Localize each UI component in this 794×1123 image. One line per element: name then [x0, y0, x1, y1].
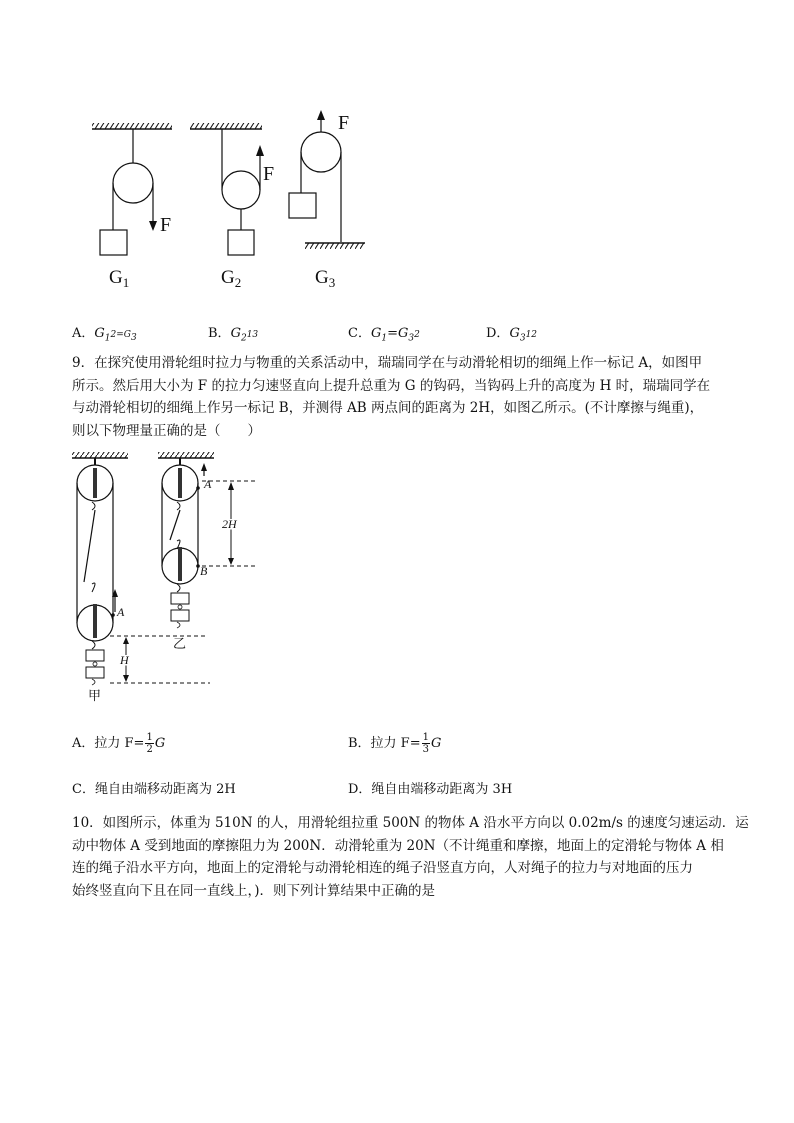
q10-line-1: 10．如图所示，体重为 510N 的人，用滑轮组拉重 500N 的物体 A 沿水平方向以 0.02m/s 的速度匀速运动．运 — [72, 815, 749, 831]
label-2h: 2H — [222, 517, 237, 531]
label-h: H — [120, 653, 129, 667]
q9-option-b[interactable]: B．拉力 F= $\frac{1}{3}$ G — [348, 732, 442, 755]
q10-stem — [72, 812, 752, 902]
q9-line-4: 则以下物理量正确的是（ ） — [72, 422, 261, 439]
label-a-jia: A — [117, 605, 125, 619]
fraction-one-half: $\frac{1}{2}$ — [146, 732, 153, 755]
q9-line-3: 与动滑轮相切的细绳上作另一标记 B，并测得 AB 两点间的距离为 2H，如图乙所示。(不计摩擦与绳重)， — [72, 400, 704, 416]
label-b-yi: B — [200, 564, 208, 578]
q9-option-d[interactable]: D．绳自由端移动距离为 3H — [348, 782, 513, 797]
q8-option-b-text: $G_213$ — [230, 326, 259, 344]
fixed-pulley-g1 — [92, 123, 172, 290]
q9-line-1: 9．在探究使用滑轮组时拉力与物重的关系活动中，瑞瑞同学在与动滑轮相切的细绳上作一标记 A，如图甲 — [72, 355, 703, 371]
force-label-1: F — [160, 214, 172, 236]
g2-label: $G_2$ — [221, 267, 242, 290]
g3-label: $G_3$ — [315, 267, 336, 290]
label-jia: 甲 — [88, 688, 102, 703]
q8-pulley-figure — [80, 105, 380, 290]
q8-option-c[interactable]: C．$G_1=G_32$ — [348, 326, 420, 344]
q10-line-2: 动中物体 A 受到地面的摩擦阻力为 200N．动滑轮重为 20N（不计绳重和摩擦，地面上的定滑轮与物体 A 相 — [72, 837, 724, 854]
q10-line-3: 连的绳子沿水平方向，地面上的定滑轮与动滑轮相连的绳子沿竖直方向，人对绳子的拉力与对地面的压力 — [72, 860, 693, 876]
q8-option-d[interactable]: D．$G_312$ — [486, 326, 538, 344]
q8-option-d-text: $G_312$ — [509, 326, 538, 344]
force-label-2: F — [263, 163, 275, 185]
q8-option-c-text: $G_1=G_32$ — [370, 326, 420, 344]
fraction-one-third: $\frac{1}{3}$ — [422, 732, 429, 755]
movable-pulley-g2 — [190, 123, 274, 290]
figure-yi — [158, 452, 258, 651]
q9-pulley-figure — [62, 448, 272, 708]
g1-label: $G_1$ — [109, 267, 130, 290]
q10-line-4: 始终竖直向下且在同一直线上，)．则下列计算结果中正确的是 — [72, 882, 436, 899]
q8-option-a[interactable]: A．$G_12=G_3$ — [72, 326, 137, 344]
inverted-pulley-g3 — [289, 110, 365, 290]
q8-option-b[interactable]: B．$G_213$ — [208, 326, 259, 344]
q9-line-2: 所示。然后用大小为 F 的拉力匀速竖直向上提升总重为 G 的钩码，当钩码上升的高度为 H 时，瑞瑞同学在 — [72, 377, 711, 394]
force-label-3: F — [338, 112, 350, 134]
q9-option-a[interactable]: A．拉力 F= $\frac{1}{2}$ G — [72, 732, 166, 755]
q9-option-c[interactable]: C．绳自由端移动距离为 2H — [72, 782, 236, 797]
q9-stem — [72, 352, 752, 442]
q8-option-a-text: $G_12=G_3$ — [94, 326, 137, 344]
label-a-yi: A — [204, 477, 212, 491]
label-yi: 乙 — [173, 636, 187, 651]
